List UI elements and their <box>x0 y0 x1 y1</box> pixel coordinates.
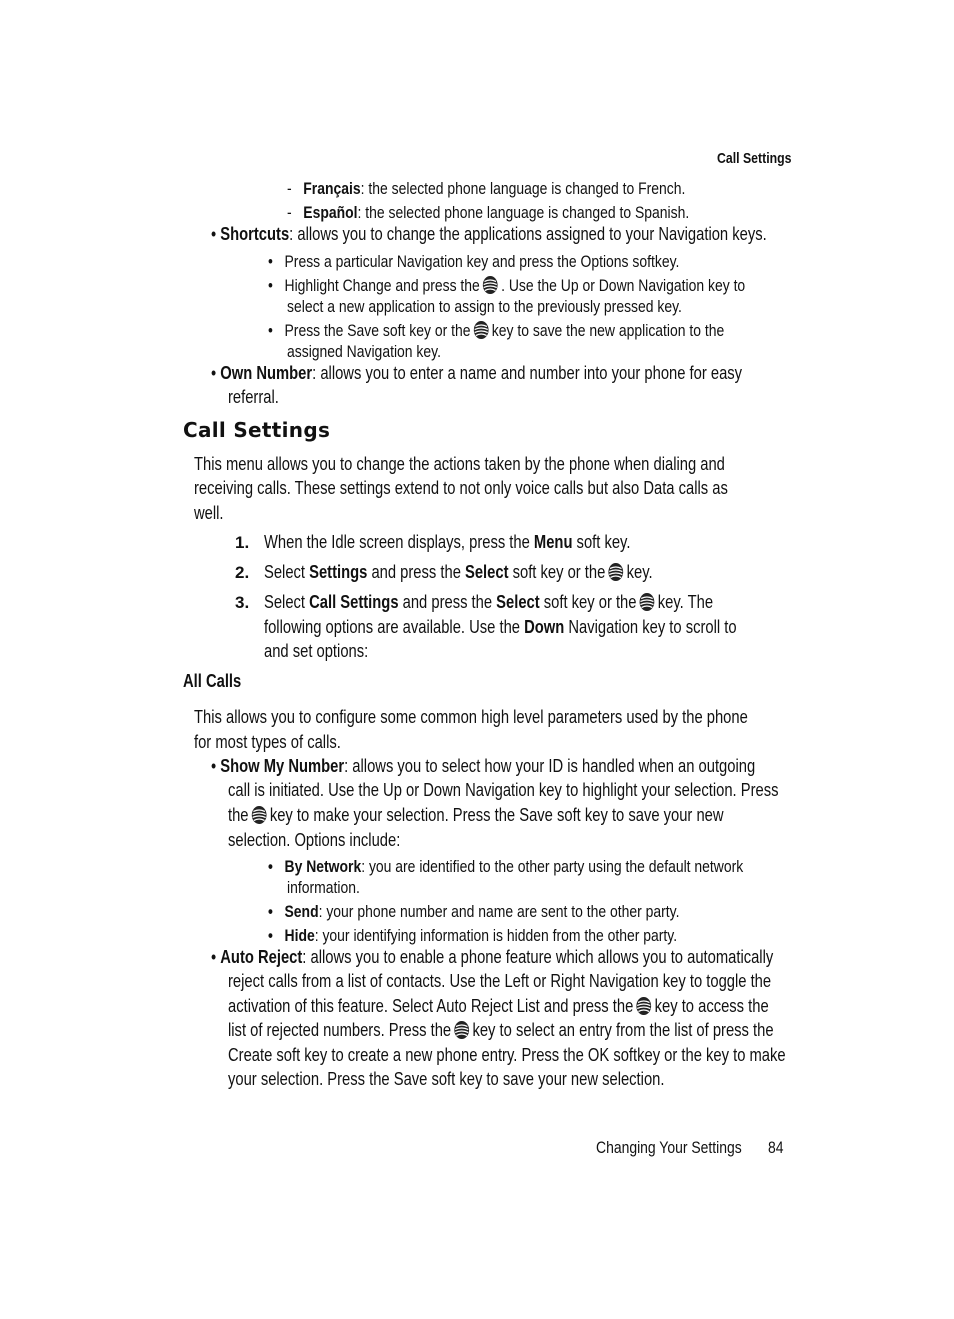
step-number: 3. <box>235 593 250 612</box>
step-text-cont: following options are available. Use the Down Navigation key to scroll to <box>264 617 737 637</box>
att-globe-icon <box>636 996 652 1016</box>
page-number: 84 <box>768 1138 784 1157</box>
language-item-spanish: - Español: the selected phone language is changed to Spanish. <box>287 203 690 222</box>
show-my-number-cont: call is initiated. Use the Up or Down Navigation key to highlight your selection. Press <box>228 780 779 800</box>
section-intro-line: This menu allows you to change the actions taken by the phone when dialing and <box>194 454 725 474</box>
auto-reject-item: • Auto Reject: allows you to enable a phone feature which allows you to automatically <box>211 947 774 967</box>
subsection-intro-line: This allows you to configure some common high level parameters used by the phone <box>194 707 748 727</box>
step-text: When the Idle screen displays, press the Menu soft key. <box>264 532 631 552</box>
section-title: Call Settings <box>183 418 331 442</box>
subsection-title: All Calls <box>183 671 242 691</box>
option-item-hide: • Hide: your identifying information is hidden from the other party. <box>268 926 678 945</box>
language-item-french: - Français: the selected phone language is changed to French. <box>287 179 686 198</box>
auto-reject-cont: reject calls from a list of contacts. Use the Left or Right Navigation key to toggle the <box>228 971 772 991</box>
shortcuts-step: • Press the Save soft key or the key to save the new application to the <box>268 321 725 340</box>
section-intro-line: receiving calls. These settings extend to not only voice calls but also Data calls as <box>194 478 728 498</box>
subsection-intro-line: for most types of calls. <box>194 732 341 752</box>
step-number: 1. <box>235 533 250 552</box>
own-number-item: • Own Number: allows you to enter a name and number into your phone for easy <box>211 363 743 383</box>
step-text-cont: and set options: <box>264 641 369 661</box>
option-item-cont: information. <box>287 878 360 897</box>
auto-reject-cont: your selection. Press the Save soft key to save your new selection. <box>228 1069 665 1089</box>
att-globe-icon <box>608 562 624 582</box>
step-text: Select Settings and press the Select soft key or the key. <box>264 562 653 582</box>
option-item-by-network: • By Network: you are identified to the other party using the default network <box>268 857 744 876</box>
footer-chapter: Changing Your Settings <box>596 1138 742 1157</box>
show-my-number-item: • Show My Number: allows you to select how your ID is handled when an outgoing <box>211 756 756 776</box>
att-globe-icon <box>251 805 267 825</box>
shortcuts-step: • Press a particular Navigation key and press the Options softkey. <box>268 252 680 271</box>
own-number-cont: referral. <box>228 387 279 407</box>
auto-reject-cont: list of rejected numbers. Press the key to select an entry from the list of press the <box>228 1020 774 1040</box>
shortcuts-step-cont: select a new application to assign to the previously pressed key. <box>287 297 682 316</box>
att-globe-icon <box>454 1020 470 1040</box>
att-globe-icon <box>639 592 655 612</box>
step-number: 2. <box>235 563 250 582</box>
show-my-number-cont: selection. Options include: <box>228 830 401 850</box>
shortcuts-step: • Highlight Change and press the . Use the Up or Down Navigation key to <box>268 276 746 295</box>
auto-reject-cont: activation of this feature. Select Auto Reject List and press the key to access the <box>228 996 769 1016</box>
option-item-send: • Send: your phone number and name are sent to the other party. <box>268 902 680 921</box>
section-intro-line: well. <box>194 503 224 523</box>
shortcuts-step-cont: assigned Navigation key. <box>287 342 441 361</box>
att-globe-icon <box>482 275 498 295</box>
show-my-number-cont: the key to make your selection. Press the Save soft key to save your new <box>228 805 724 825</box>
auto-reject-cont: Create soft key to create a new phone entry. Press the OK softkey or the key to make <box>228 1045 786 1065</box>
running-header: Call Settings <box>717 150 792 167</box>
shortcuts-item: • Shortcuts: allows you to change the applications assigned to your Navigation keys. <box>211 224 767 244</box>
step-text: Select Call Settings and press the Select soft key or the key. The <box>264 592 714 612</box>
att-globe-icon <box>473 320 489 340</box>
